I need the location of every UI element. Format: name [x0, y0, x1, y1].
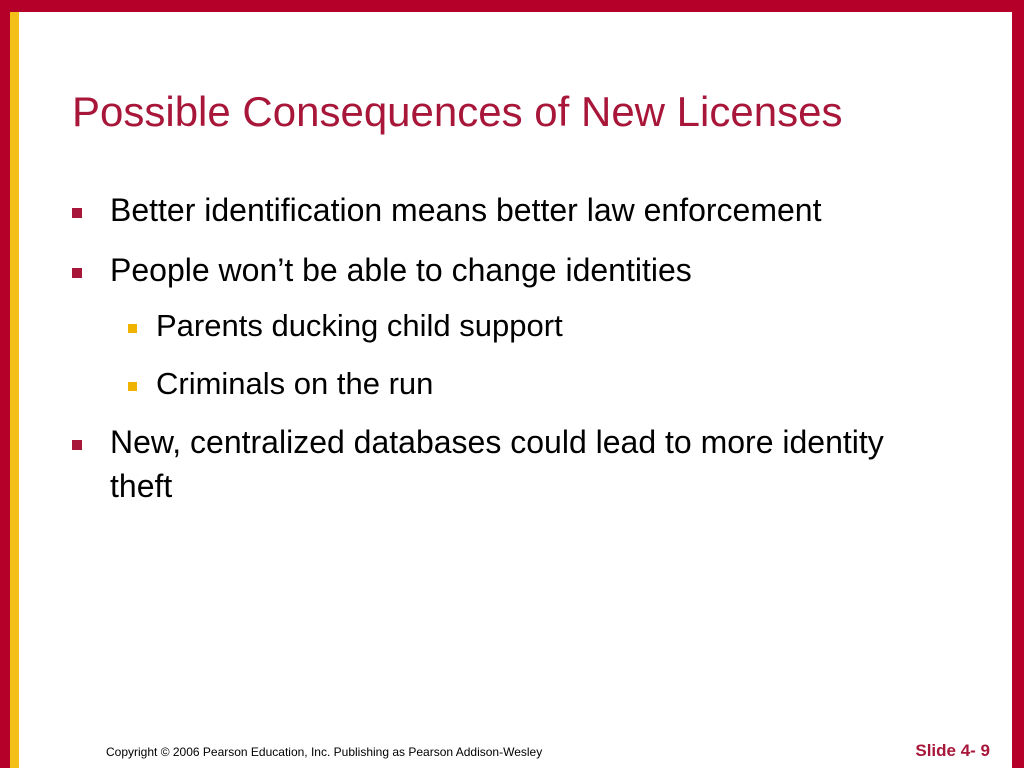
slide-right-border — [1012, 0, 1024, 768]
bullet-text: Better identification means better law enforcement — [110, 192, 822, 228]
sub-bullet-item — [72, 304, 952, 348]
square-sub-bullet-icon — [128, 324, 137, 333]
slide-title: Possible Consequences of New Licenses — [72, 88, 843, 135]
slide-number: Slide 4- 9 — [915, 741, 990, 760]
bullet-item — [72, 248, 952, 292]
square-bullet-icon — [72, 208, 82, 218]
bullet-list — [72, 188, 952, 508]
square-sub-bullet-icon — [128, 382, 137, 391]
bullet-text: People won’t be able to change identities — [110, 252, 692, 288]
bullet-item — [72, 188, 952, 232]
slide-top-border — [0, 0, 1024, 12]
sub-bullet-item — [72, 362, 952, 406]
slide-left-border-gold — [10, 12, 19, 768]
bullet-text: New, centralized databases could lead to more identity theft — [110, 424, 884, 504]
copyright-notice: Copyright © 2006 Pearson Education, Inc. Publishing as Pearson Addison-Wesley — [106, 745, 543, 759]
sub-bullet-text: Criminals on the run — [156, 366, 434, 401]
square-bullet-icon — [72, 440, 82, 450]
slide-left-border-red — [0, 0, 10, 768]
square-bullet-icon — [72, 268, 82, 278]
bullet-item — [72, 420, 952, 508]
sub-bullet-text: Parents ducking child support — [156, 308, 563, 343]
